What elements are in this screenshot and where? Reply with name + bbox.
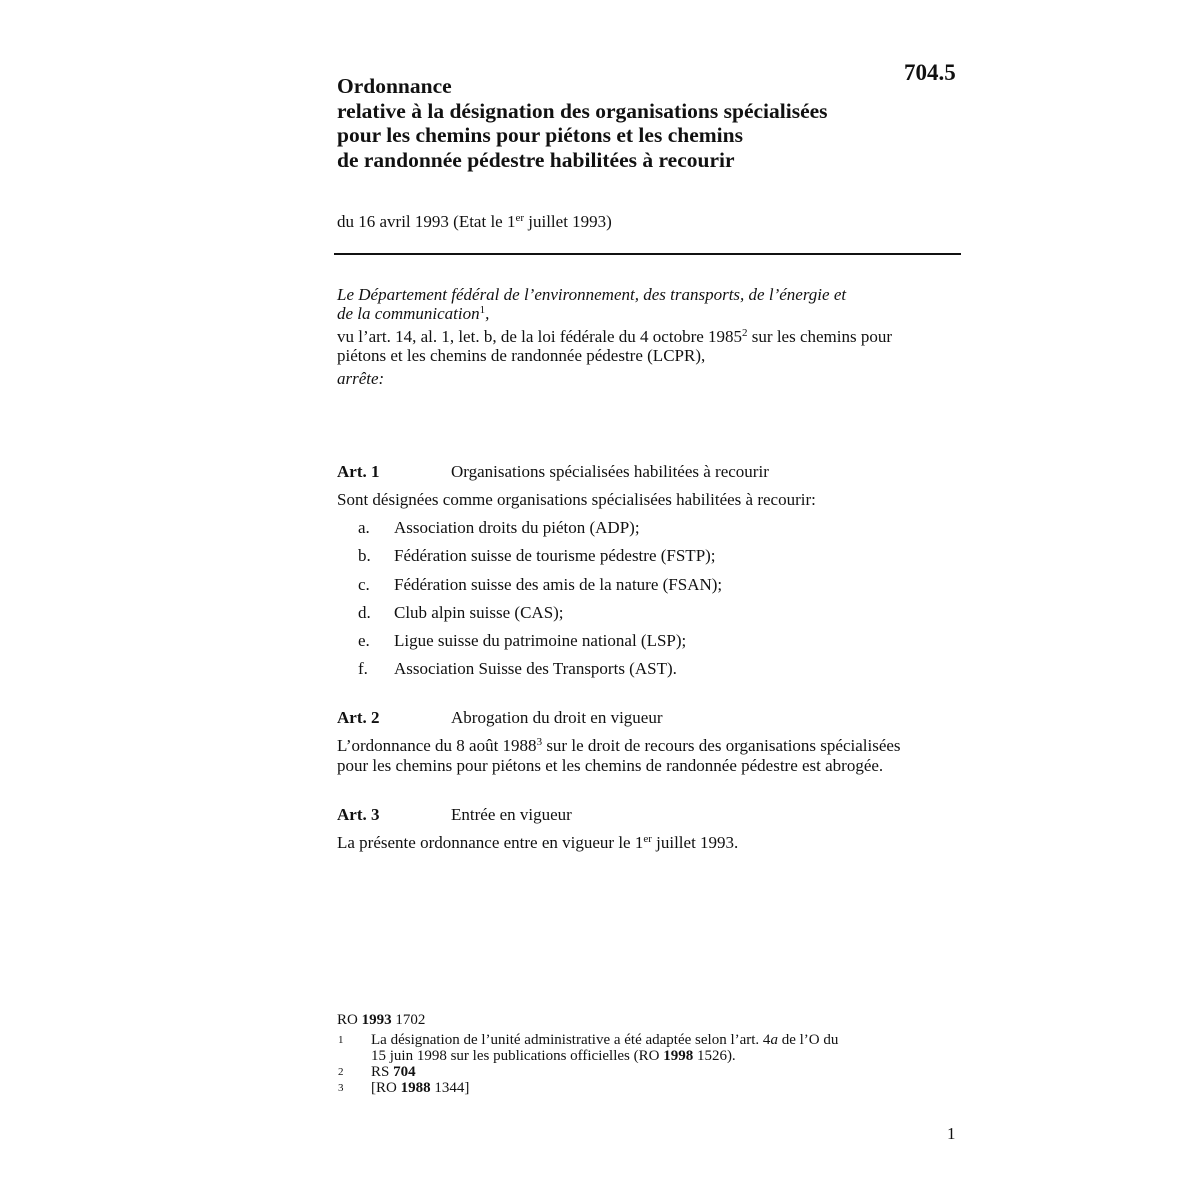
footnote-1-number: 1 bbox=[338, 1034, 344, 1046]
title-line: pour les chemins pour piétons et les chemins bbox=[337, 123, 743, 147]
footnote-text: 1526). bbox=[693, 1048, 736, 1064]
list-text: Fédération suisse de tourisme pédestre (FSTP); bbox=[394, 546, 716, 565]
list-text: Ligue suisse du patrimoine national (LSP); bbox=[394, 631, 687, 650]
authority-line bbox=[337, 304, 977, 323]
art3-number: Art. 3 bbox=[337, 805, 380, 824]
footnote-2-number: 2 bbox=[338, 1066, 344, 1078]
footnote-3 bbox=[371, 1080, 469, 1096]
list-letter: b. bbox=[358, 546, 371, 565]
art2-heading bbox=[337, 708, 663, 728]
footnote-3-number: 3 bbox=[338, 1082, 344, 1094]
footnote-2 bbox=[371, 1064, 416, 1080]
list-text: Association droits du piéton (ADP); bbox=[394, 518, 640, 537]
art3-title: Entrée en vigueur bbox=[451, 805, 572, 824]
list-letter: c. bbox=[358, 575, 370, 594]
list-text: Association Suisse des Transports (AST). bbox=[394, 659, 677, 678]
sr-number: 704.5 bbox=[904, 60, 956, 85]
authority-end: , bbox=[485, 304, 490, 323]
ro-prefix: RO bbox=[337, 1012, 362, 1028]
list-item bbox=[358, 631, 686, 651]
footnote-1-line bbox=[371, 1048, 838, 1064]
date-suffix: juillet 1993) bbox=[524, 212, 612, 231]
art2-number: Art. 2 bbox=[337, 708, 380, 727]
ro-reference bbox=[337, 1012, 425, 1028]
art1-number: Art. 1 bbox=[337, 462, 380, 481]
footnote-text: 704 bbox=[393, 1064, 416, 1080]
title-line: Ordonnance bbox=[337, 74, 452, 98]
art1-intro: Sont désignées comme organisations spécialisées habilitées à recourir: bbox=[337, 490, 816, 509]
footnote-1 bbox=[371, 1032, 838, 1064]
art3-heading bbox=[337, 805, 572, 825]
footnote-ref-1[interactable]: 1 bbox=[479, 304, 486, 316]
footnote-1-line bbox=[371, 1032, 838, 1048]
ro-page: 1702 bbox=[391, 1012, 426, 1028]
footnote-text: a bbox=[770, 1032, 778, 1048]
list-letter: a. bbox=[358, 518, 370, 537]
ro-year: 1993 bbox=[361, 1012, 392, 1028]
list-letter: d. bbox=[358, 603, 371, 622]
legal-basis-text: sur les chemins pour bbox=[747, 327, 893, 346]
footnote-text: La désignation de l’unité administrative a été adaptée selon l’art. 4 bbox=[371, 1032, 771, 1048]
legal-basis-line2: piétons et les chemins de randonnée pédestre (LCPR), bbox=[337, 346, 706, 365]
ordinance-date bbox=[337, 212, 612, 232]
title-divider bbox=[334, 253, 961, 255]
art2-line bbox=[337, 736, 959, 756]
footnote-text: RS bbox=[371, 1064, 394, 1080]
art2-text-part: sur le droit de recours des organisations spécialisées bbox=[542, 736, 901, 755]
art1-heading bbox=[337, 462, 769, 482]
authority-text: de la communication bbox=[337, 304, 480, 323]
date-prefix: du 16 avril 1993 (Etat le 1 bbox=[337, 212, 516, 231]
legal-basis bbox=[337, 327, 977, 346]
footnote-text: [RO bbox=[371, 1080, 401, 1096]
title-line: de randonnée pédestre habilitées à recourir bbox=[337, 147, 735, 172]
footnote-ref-3[interactable]: 3 bbox=[536, 736, 543, 748]
ordinance-title bbox=[337, 74, 828, 172]
title-line: relative à la désignation des organisations spécialisées bbox=[337, 98, 828, 123]
list-text: Club alpin suisse (CAS); bbox=[394, 603, 564, 622]
preamble bbox=[337, 285, 977, 388]
art2-text bbox=[337, 736, 959, 776]
footnote-text: 1344] bbox=[430, 1080, 470, 1096]
art3-sup: er bbox=[643, 833, 652, 845]
art3-text bbox=[337, 833, 959, 853]
art2-line: pour les chemins pour piétons et les chemins de randonnée pédestre est abrogée. bbox=[337, 756, 884, 775]
authority-line: Le Département fédéral de l’environnement, des transports, de l’énergie et bbox=[337, 285, 847, 304]
date-sup: er bbox=[515, 212, 525, 224]
art1-title: Organisations spécialisées habilitées à recourir bbox=[451, 462, 769, 481]
art3-text-part: juillet 1993. bbox=[651, 833, 739, 852]
list-letter: e. bbox=[358, 631, 370, 650]
footnote-text: 15 juin 1998 sur les publications officielles (RO bbox=[371, 1048, 664, 1064]
art3-text-part: La présente ordonnance entre en vigueur le 1 bbox=[337, 833, 644, 852]
list-text: Fédération suisse des amis de la nature (FSAN); bbox=[394, 575, 723, 594]
list-item bbox=[358, 546, 716, 566]
footnote-text: 1998 bbox=[663, 1048, 694, 1064]
list-item bbox=[358, 603, 564, 623]
list-letter: f. bbox=[358, 659, 368, 678]
list-item bbox=[358, 518, 640, 538]
footnote-ref-2[interactable]: 2 bbox=[742, 327, 748, 339]
footnote-text: 1988 bbox=[400, 1080, 431, 1096]
art2-text-part: L’ordonnance du 8 août 1988 bbox=[337, 736, 537, 755]
list-item bbox=[358, 575, 722, 595]
footnote-text: de l’O du bbox=[777, 1032, 839, 1048]
list-item bbox=[358, 659, 677, 679]
decree-word: arrête: bbox=[337, 369, 385, 388]
page-number: 1 bbox=[947, 1124, 956, 1143]
art2-title: Abrogation du droit en vigueur bbox=[451, 708, 663, 727]
legal-basis-text: vu l’art. 14, al. 1, let. b, de la loi fédérale du 4 octobre 1985 bbox=[337, 327, 743, 346]
